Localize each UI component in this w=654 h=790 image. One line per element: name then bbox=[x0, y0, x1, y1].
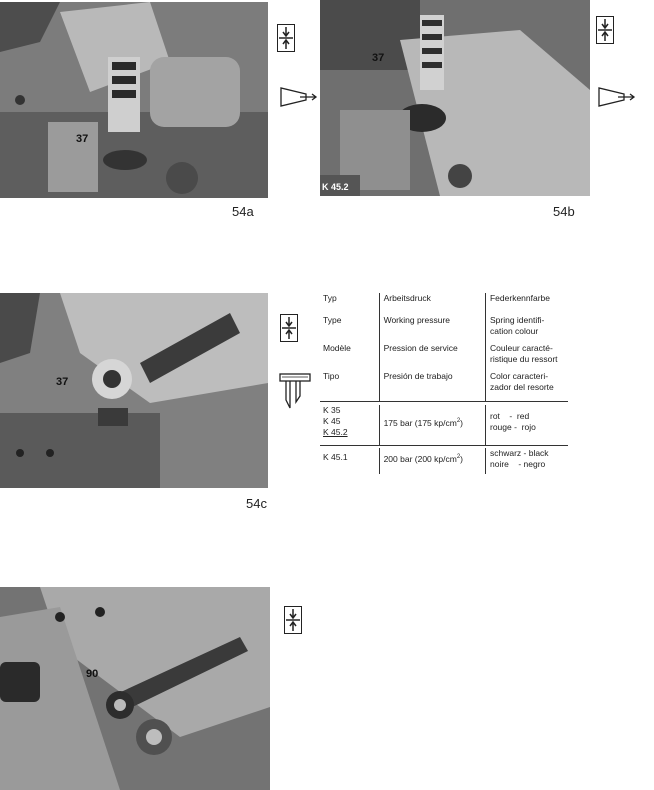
table-cell-pressure bbox=[379, 448, 485, 474]
type-label: K 45.1 bbox=[323, 452, 348, 462]
figure-54d-photo bbox=[0, 587, 270, 790]
press-arrows-icon-b bbox=[596, 16, 614, 44]
figure-54c-caption: 54c bbox=[246, 496, 267, 511]
figure-54b-caption: 54b bbox=[553, 204, 575, 219]
table-header-line: Color caracteri- bbox=[489, 371, 549, 381]
table-cell-colour bbox=[485, 448, 568, 474]
colour-line: schwarz - black bbox=[489, 448, 549, 458]
table-header-line: Spring identifi- bbox=[489, 315, 545, 325]
table-header-cell bbox=[485, 315, 568, 343]
table-header-row bbox=[320, 343, 568, 371]
table-header-cell: Working pressure bbox=[379, 315, 485, 343]
figure-54b-callout: 37 bbox=[372, 52, 385, 64]
table-header-line: cation colour bbox=[489, 326, 539, 336]
table-header-cell: Typ bbox=[323, 293, 337, 303]
pressure-close: ) bbox=[460, 417, 463, 428]
press-arrows-icon-d bbox=[284, 606, 302, 634]
figure-54c-callout: 37 bbox=[56, 376, 69, 388]
table-header-cell: Type bbox=[323, 315, 342, 325]
table-cell-pressure bbox=[379, 405, 485, 445]
table-header-cell: Arbeitsdruck bbox=[379, 293, 485, 315]
figure-54d-callout: 90 bbox=[86, 668, 99, 680]
colour-line: rouge - rojo bbox=[489, 422, 536, 432]
pressure-exponent: 2 bbox=[456, 454, 461, 460]
table-header-cell: Presión de trabajo bbox=[379, 371, 485, 401]
table-header-cell: Modèle bbox=[323, 343, 351, 353]
table-cell-type bbox=[320, 448, 379, 474]
table-cell-type bbox=[320, 405, 379, 445]
cone-arrow-icon bbox=[278, 86, 318, 108]
figure-54b-stamp: K 45.2 bbox=[322, 182, 349, 192]
type-label: K 45.2 bbox=[323, 427, 348, 437]
caliper-icon bbox=[278, 370, 312, 412]
press-arrows-icon-c bbox=[280, 314, 298, 342]
type-label: K 45 bbox=[323, 416, 341, 426]
figure-54b-photo bbox=[320, 0, 590, 196]
table-header-cell: Federkennfarbe bbox=[485, 293, 568, 315]
table-header-cell bbox=[485, 343, 568, 371]
table-header-cell bbox=[485, 371, 568, 401]
pressure-exponent: 2 bbox=[456, 418, 461, 424]
type-label: K 35 bbox=[323, 405, 341, 415]
table-row bbox=[320, 402, 568, 445]
pressure-value: 200 bar (200 kp/cm bbox=[383, 453, 457, 464]
table-header-line: zador del resorte bbox=[489, 382, 554, 392]
table-header-row bbox=[320, 315, 568, 343]
colour-line: rot - red bbox=[489, 411, 530, 421]
figure-54a-photo bbox=[0, 2, 268, 198]
table-header-row bbox=[320, 371, 568, 401]
press-arrows-icon bbox=[277, 24, 295, 52]
table-row bbox=[320, 446, 568, 474]
table-header-row bbox=[320, 293, 568, 315]
pressure-close: ) bbox=[460, 453, 463, 464]
figure-54c-photo bbox=[0, 293, 268, 488]
spring-spec-table bbox=[320, 293, 568, 474]
colour-line: noire - negro bbox=[489, 459, 546, 469]
figure-54a-caption: 54a bbox=[232, 204, 254, 219]
table-cell-colour bbox=[485, 405, 568, 445]
table-header-line: ristique du ressort bbox=[489, 354, 558, 364]
cone-arrow-icon-b bbox=[596, 86, 636, 108]
figure-54a-callout: 37 bbox=[76, 133, 89, 145]
pressure-value: 175 bar (175 kp/cm bbox=[383, 417, 457, 428]
table-header-line: Couleur caracté- bbox=[489, 343, 553, 353]
table-header-cell: Pression de service bbox=[379, 343, 485, 371]
table-header-cell: Tipo bbox=[323, 371, 340, 381]
